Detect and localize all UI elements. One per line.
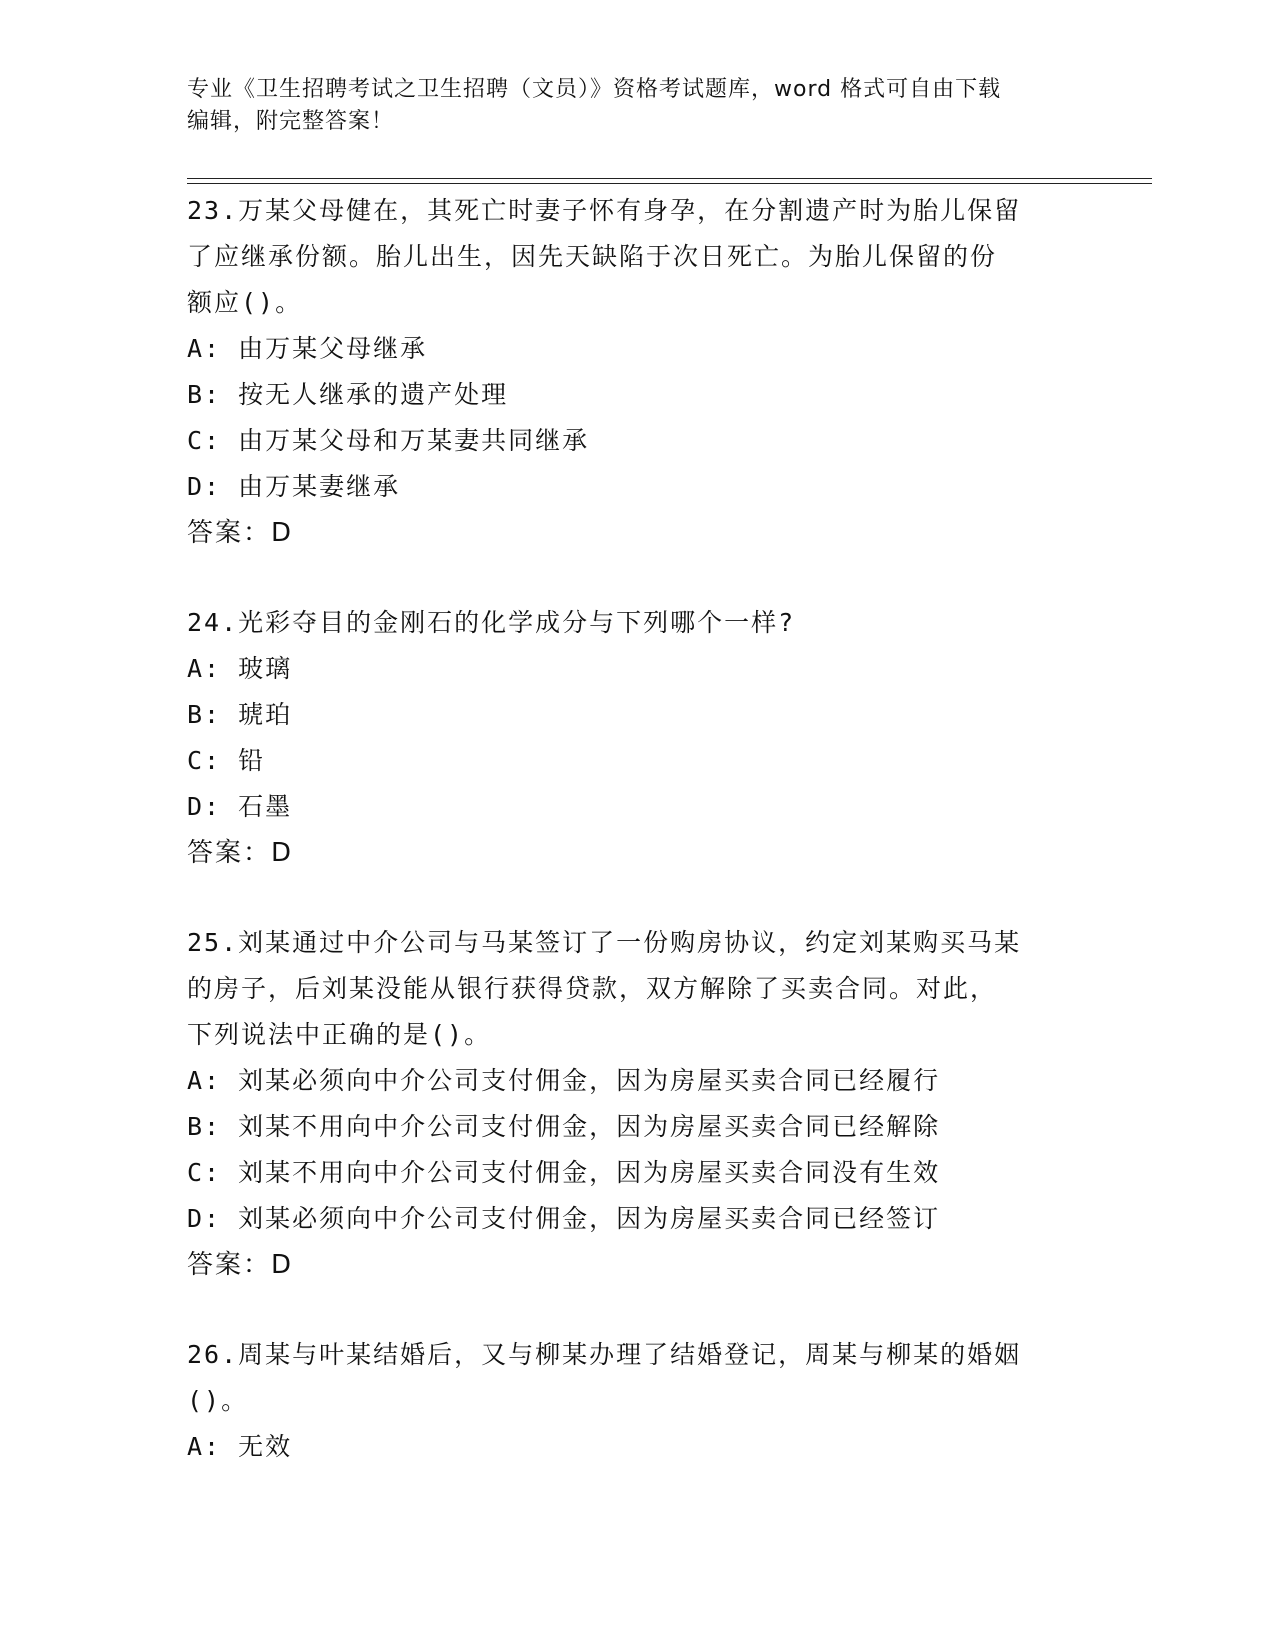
option-c: C: 铅 [187,746,266,775]
option-b: B: 琥珀 [187,700,293,729]
question-stem-line: ()。 [187,1386,249,1415]
option-a: A: 由万某父母继承 [187,334,428,363]
question-list [187,188,1087,1470]
question-stem-line: 额应()。 [187,288,303,317]
question-stem-line: 25.刘某通过中介公司与马某签订了一份购房协议，约定刘某购买马某 [187,928,1022,957]
option-b: B: 刘某不用向中介公司支付佣金，因为房屋买卖合同已经解除 [187,1112,941,1141]
option-a: A: 玻璃 [187,654,293,683]
question-stem-line: 下列说法中正确的是()。 [187,1020,492,1049]
question-stem-line: 了应继承份额。胎儿出生，因先天缺陷于次日死亡。为胎儿保留的份 [187,242,998,271]
answer-text: 答案：D [187,518,294,548]
question-stem-line: 26.周某与叶某结婚后，又与柳某办理了结婚登记，周某与柳某的婚姻 [187,1340,1022,1369]
spacer [187,876,1087,920]
option-d: D: 刘某必须向中介公司支付佣金，因为房屋买卖合同已经签订 [187,1204,941,1233]
header-divider-top [187,178,1152,179]
question-26 [187,1332,1087,1470]
option-a: A: 无效 [187,1432,293,1461]
spacer [187,1288,1087,1332]
question-stem-line: 24.光彩夺目的金刚石的化学成分与下列哪个一样? [187,608,796,637]
option-c: C: 由万某父母和万某妻共同继承 [187,426,590,455]
question-stem-line: 的房子，后刘某没能从银行获得贷款，双方解除了买卖合同。对此， [187,974,998,1003]
answer-text: 答案：D [187,838,294,868]
option-c: C: 刘某不用向中介公司支付佣金，因为房屋买卖合同没有生效 [187,1158,941,1187]
question-stem-line: 23.万某父母健在，其死亡时妻子怀有身孕，在分割遗产时为胎儿保留 [187,196,1022,225]
header-divider-bottom [187,183,1152,184]
question-23 [187,188,1087,556]
question-25 [187,920,1087,1288]
document-header [187,74,1087,138]
header-line-1: 专业《卫生招聘考试之卫生招聘（文员）》资格考试题库，word 格式可自由下载 [187,77,1002,102]
option-d: D: 石墨 [187,792,293,821]
option-b: B: 按无人继承的遗产处理 [187,380,509,409]
spacer [187,556,1087,600]
answer-text: 答案：D [187,1250,294,1280]
option-a: A: 刘某必须向中介公司支付佣金，因为房屋买卖合同已经履行 [187,1066,941,1095]
question-24 [187,600,1087,876]
option-d: D: 由万某妻继承 [187,472,401,501]
header-line-2: 编辑，附完整答案！ [187,109,395,134]
